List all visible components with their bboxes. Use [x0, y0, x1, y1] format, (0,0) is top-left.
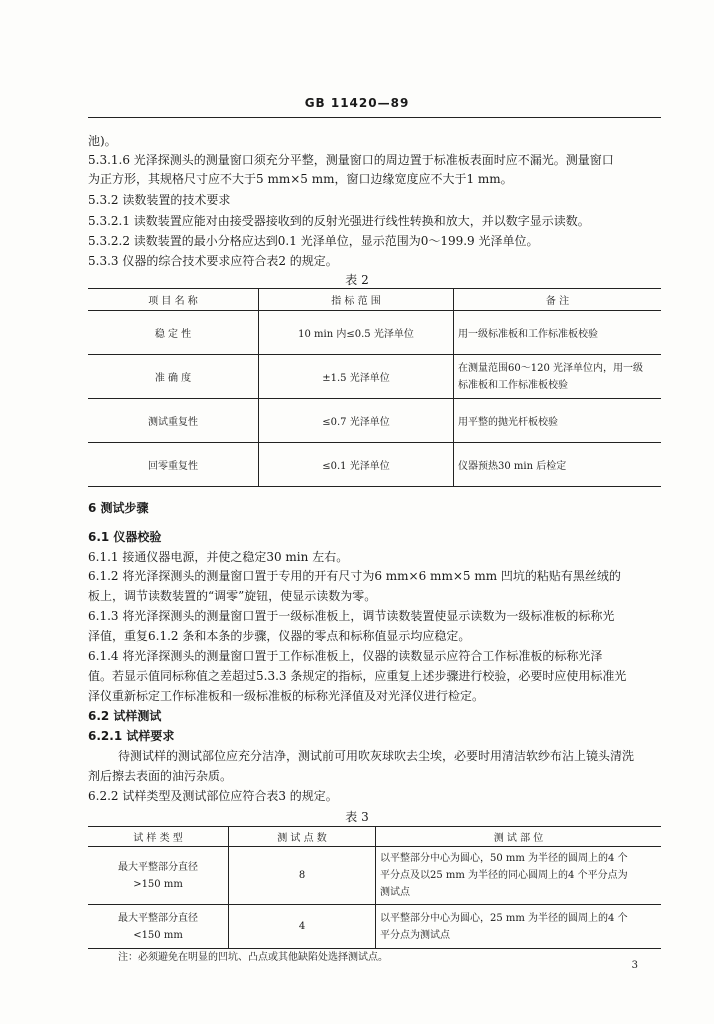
- table-header: 测 试 部 位: [376, 827, 662, 847]
- cell-line: 平分点为测试点: [380, 929, 450, 941]
- table-cell: 8: [229, 847, 376, 905]
- text-line: 池)。: [88, 134, 117, 148]
- table-cell: 仪器预热30 min 后检定: [454, 443, 662, 487]
- cell-line: <150 mm: [133, 929, 183, 941]
- text-line: 5.3.2 读数装置的技术要求: [88, 193, 231, 207]
- text-line: 泽值，重复6.1.2 条和本条的步骤，仪器的零点和标称值显示均应稳定。: [88, 629, 471, 643]
- text-line: 6.1.1 接通仪器电源，并使之稳定30 min 左右。: [88, 550, 349, 564]
- table-row: [88, 355, 661, 399]
- table-header: 备 注: [454, 289, 662, 311]
- table-cell: ≤0.7 光泽单位: [259, 399, 454, 443]
- table-row: [88, 311, 661, 355]
- table-cell: 用平整的抛光杆板校验: [454, 399, 662, 443]
- text-line: 板上，调节读数装置的“调零”旋钮，使显示读数为零。: [88, 589, 377, 603]
- text-line: 6.1.3 将光泽探测头的测量窗口置于一级标准板上，调节读数装置使显示读数为一级标准板的标称光: [88, 609, 615, 623]
- table-cell: 4: [229, 905, 376, 949]
- table-cell: [376, 847, 662, 905]
- subsection-title: 6.2 试样测试: [88, 709, 162, 723]
- page-number: 3: [631, 960, 638, 971]
- table-3: [88, 826, 661, 949]
- table-header: 测 试 点 数: [229, 827, 376, 847]
- subsection-title: 6.2.1 试样要求: [88, 729, 175, 743]
- text-line: 6.2.2 试样类型及测试部位应符合表3 的规定。: [88, 789, 338, 803]
- table-cell: [376, 905, 662, 949]
- text-line: 为正方形，其规格尺寸应不大于5 mm×5 mm，窗口边缘宽度应不大于1 mm。: [88, 172, 513, 186]
- table-row: [88, 399, 661, 443]
- table-cell: 回零重复性: [88, 443, 259, 487]
- table-cell: 测试重复性: [88, 399, 259, 443]
- header-rule: [88, 117, 661, 118]
- table-note: 注：必须避免在明显的凹坑、凸点或其他缺陷处选择测试点。: [118, 952, 388, 963]
- text-line: 泽仪重新标定工作标准板和一级标准板的标称光泽值及对光泽仪进行检定。: [88, 689, 485, 703]
- cell-line: >150 mm: [133, 878, 183, 890]
- text-line: 6.1.2 将光泽探测头的测量窗口置于专用的开有尺寸为6 mm×6 mm×5 mm 凹坑的粘贴有黑丝绒的: [88, 569, 621, 583]
- table3-caption: 表 3: [345, 810, 369, 824]
- cell-line: 最大平整部分直径: [118, 861, 198, 873]
- table-row: [88, 847, 661, 905]
- table-cell: 准 确 度: [88, 355, 259, 399]
- cell-line: 最大平整部分直径: [118, 912, 198, 924]
- table-header: 指 标 范 围: [259, 289, 454, 311]
- table-header: 试 样 类 型: [88, 827, 229, 847]
- page-header: GB 11420—89: [304, 96, 410, 110]
- table-row: [88, 443, 661, 487]
- table-2: [88, 288, 661, 487]
- text-line: 5.3.1.6 光泽探测头的测量窗口须充分平整，测量窗口的周边置于标准板表面时应不漏光。测量窗口: [88, 153, 614, 167]
- cell-line: 平分点及以25 mm 为半径的同心圆周上的4 个平分点为: [380, 870, 628, 881]
- text-line: 待测试样的测试部位应充分洁净，测试前可用吹灰球吹去尘埃，必要时用清洁软纱布沾上镜头清洗: [118, 749, 635, 763]
- table-cell: [88, 847, 229, 905]
- text-line: 值。若显示值同标称值之差超过5.3.3 条规定的指标，应重复上述步骤进行校验，必要时应使用标准光: [88, 669, 627, 683]
- table-cell: 稳 定 性: [88, 311, 259, 355]
- table-header: 项 目 名 称: [88, 289, 259, 311]
- table-cell: 10 min 内≤0.5 光泽单位: [259, 311, 454, 355]
- cell-line: 测试点: [380, 887, 410, 898]
- table-cell: 用一级标准板和工作标准板校验: [454, 311, 662, 355]
- table2-caption: 表 2: [345, 273, 369, 287]
- cell-line: 以平整部分中心为圆心，25 mm 为半径的圆周上的4 个: [380, 912, 628, 924]
- text-line: 5.3.2.2 读数装置的最小分格应达到0.1 光泽单位，显示范围为0～199.9 光泽单位。: [88, 234, 539, 248]
- table-cell: [88, 905, 229, 949]
- text-line: 6.1.4 将光泽探测头的测量窗口置于工作标准板上，仪器的读数显示应符合工作标准板的标称光泽: [88, 649, 603, 663]
- text-line: 剂后擦去表面的油污杂质。: [88, 769, 233, 783]
- text-line: 5.3.2.1 读数装置应能对由接受器接收到的反射光强进行线性转换和放大，并以数字显示读数。: [88, 214, 590, 228]
- section-title: 6 测试步骤: [88, 501, 149, 515]
- cell-line: 标准板和工作标准板校验: [458, 379, 568, 391]
- table-cell: [454, 355, 662, 399]
- cell-line: 在测量范围60～120 光泽单位内，用一级: [458, 362, 643, 374]
- text-line: 5.3.3 仪器的综合技术要求应符合表2 的规定。: [88, 254, 338, 268]
- cell-line: 以平整部分中心为圆心，50 mm 为半径的圆周上的4 个: [380, 853, 628, 864]
- table-cell: ±1.5 光泽单位: [259, 355, 454, 399]
- subsection-title: 6.1 仪器校验: [88, 530, 162, 544]
- table-row: [88, 905, 661, 949]
- table-cell: ≤0.1 光泽单位: [259, 443, 454, 487]
